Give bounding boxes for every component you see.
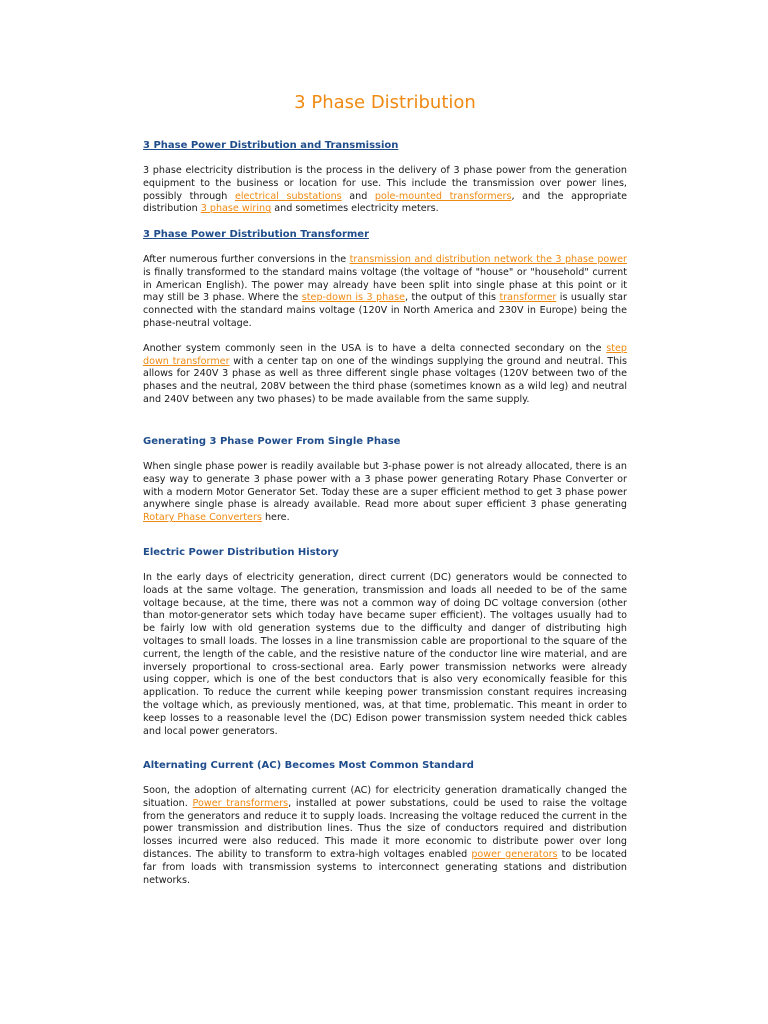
text-span: and <box>341 190 375 202</box>
text-span: Another system commonly seen in the USA is to have a delta connected secondary on the <box>143 342 607 354</box>
paragraph-single-phase <box>143 461 627 525</box>
heading-single-phase: Generating 3 Phase Power From Single Phase <box>143 436 401 447</box>
text-span: , and the appropriate distribution <box>143 190 628 215</box>
heading-ac-standard: Alternating Current (AC) Becomes Most Common Standard <box>143 760 474 771</box>
text-span: When single phase power is readily available but 3-phase power is not already allocated, there is an easy way to generate 3 phase power with a 3 phase power generating Rotary Phase Converter or with a modern Motor Generator Set. Today these are a super efficient method to get 3 phase power anywhere single phase is already available. Read more about super efficient 3 phase generating <box>143 461 627 511</box>
text-span: and sometimes electricity meters. <box>271 203 439 215</box>
section-history <box>143 546 627 738</box>
paragraph-transformer-2 <box>143 343 627 407</box>
link-transformer[interactable]: transformer <box>499 292 557 304</box>
link-rotary-phase-converters[interactable]: Rotary Phase Converters <box>143 512 262 524</box>
text-span: , installed at power substations, could be used to raise the voltage from the generators and reduce it to supply loads. Increasing the voltage reduced the current in the power transmission and distribution lines. Thus the size of conductors required and distribution losses incurred were also reduced. This made it more economic to distribute power over long distances. The ability to transform to extra-high voltages enabled <box>143 797 627 860</box>
paragraph-ac-standard <box>143 785 627 887</box>
link-power-transformers[interactable]: Power transformers <box>192 797 289 809</box>
section-ac-standard <box>143 759 627 887</box>
heading-history: Electric Power Distribution History <box>143 547 339 558</box>
page-title: 3 Phase Distribution <box>294 92 476 113</box>
text-span: here. <box>261 512 290 524</box>
heading-link-transformer[interactable]: 3 Phase Power Distribution Transformer <box>143 229 370 240</box>
heading-link-transmission[interactable]: 3 Phase Power Distribution and Transmission <box>143 140 399 151</box>
text-span: with a center tap on one of the windings supplying the ground and neutral. This allows for 240V 3 phase as well as three different single phase voltages (120V between two of the phases and the neutral, 208V between the third phase (sometimes known as a wild leg) and neutral and 240V between any two phases) to be made available from the same supply. <box>143 355 627 405</box>
section-single-phase <box>143 435 627 525</box>
link-3-phase-wiring[interactable]: 3 phase wiring <box>200 203 272 215</box>
paragraph-transmission <box>143 165 627 216</box>
link-power-generators[interactable]: power generators <box>471 848 558 860</box>
link-transmission-distribution-network[interactable]: transmission and distribution network the 3 phase power <box>349 254 627 265</box>
text-span: Soon, the adoption of alternating current (AC) for electricity generation dramatically changed the situation. <box>143 785 627 809</box>
text-span: , the output of this <box>404 292 500 304</box>
text-span: After numerous further conversions in the <box>143 254 350 265</box>
link-step-down-3-phase[interactable]: step-down is 3 phase <box>301 292 405 304</box>
paragraph-history: In the early days of electricity generation, direct current (DC) generators would be connected to loads at the same voltage. The generation, transmission and loads all needed to be of the same voltage because, at the time, there was not a common way of doing DC voltage conversion (other than motor-generator sets which today have became super efficient). The voltages usually had to be fairly low with old generation systems due to the difficulty and danger of distributing high voltages to small loads. The losses in a line transmission cable are proportional to the square of the current, the length of the cable, and the resistive nature of the conductor line wire material, and are inversely proportional to cross-sectional area. Early power transmission networks were already using copper, which is one of the best conductors that is also very economically feasible for this application. To reduce the current while keeping power transmission constant requires increasing the voltage which, as previously mentioned, was, at that time, problematic. This meant in order to keep losses to a reasonable level the (DC) Edison power transmission system needed thick cables and local power generators. <box>143 572 627 737</box>
section-transmission <box>143 139 627 216</box>
link-step-down-transformer[interactable]: step down transformer <box>143 342 627 367</box>
text-span: 3 phase electricity distribution is the process in the delivery of 3 phase power from the generation equipment to the business or location for use. This include the transmission over power lines, possibly through <box>143 165 627 202</box>
text-span: is finally transformed to the standard mains voltage (the voltage of "house" or "household" current in American English). The power may already have been split into single phase at this point or it may still be 3 phase. Where the <box>143 266 627 304</box>
text-span: to be located far from loads with transmission systems to interconnect generating stations and distribution networks. <box>143 848 628 886</box>
section-transformer <box>143 228 627 407</box>
paragraph-transformer-1 <box>143 254 627 331</box>
link-electrical-substations[interactable]: electrical substations <box>234 190 342 202</box>
text-span: is usually star connected with the standard mains voltage (120V in North America and 230V in Europe) being the phase-neutral voltage. <box>143 292 627 329</box>
link-pole-mounted-transformers[interactable]: pole-mounted transformers <box>374 190 512 202</box>
